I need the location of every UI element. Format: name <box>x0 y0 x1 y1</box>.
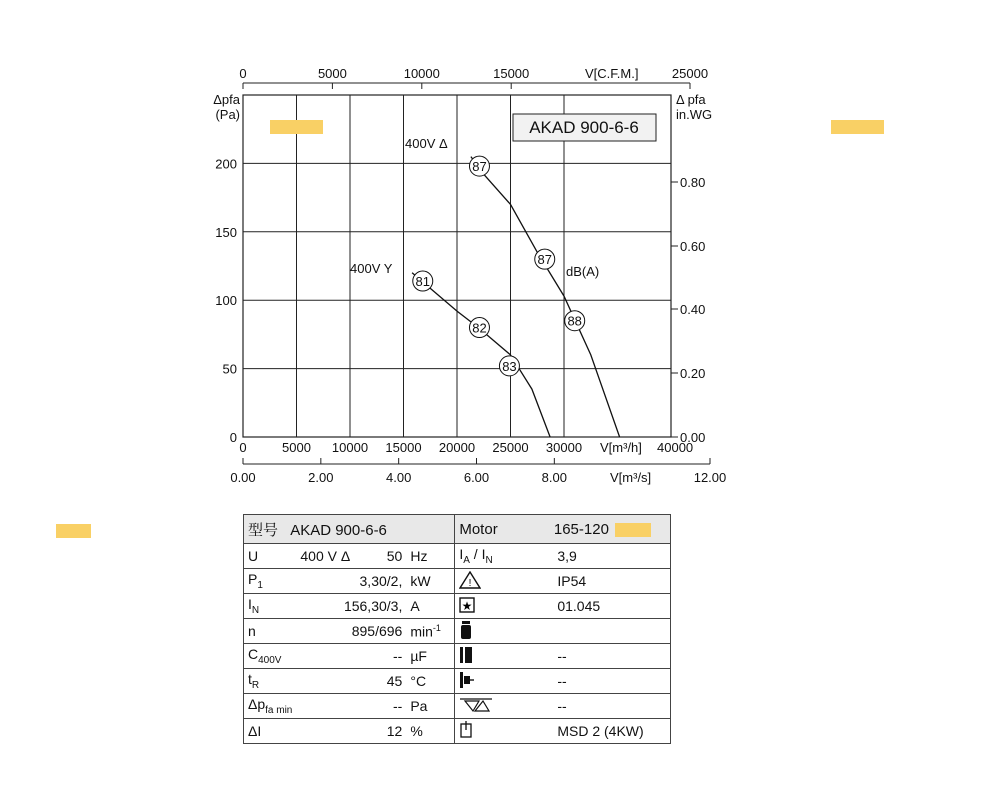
spec-row <box>244 669 671 694</box>
spec-unit: kW <box>410 573 431 589</box>
warning-triangle-icon <box>459 571 481 592</box>
y-right-tick-label: 0.60 <box>680 239 706 254</box>
spec-label-sub: N <box>251 604 260 616</box>
spec-unit: Hz <box>410 548 428 564</box>
motor-label: Motor <box>459 520 498 538</box>
noise-level-label: 88 <box>567 313 582 329</box>
spec-body <box>244 544 671 744</box>
y-left-tick-label: 0 <box>229 430 237 445</box>
spec-label: n <box>248 623 256 639</box>
spec-symbol-cell <box>455 569 554 594</box>
spec-value2-cell <box>553 694 670 719</box>
motor-cell <box>455 515 671 544</box>
spec-label: Δp <box>248 696 266 713</box>
spec-label: P <box>248 571 258 588</box>
spec-symbol-cell <box>455 694 554 719</box>
spec-symbol-cell <box>455 644 554 669</box>
spec-value2: -- <box>557 648 567 664</box>
capacitor-icon <box>459 645 473 668</box>
series-line-delta <box>471 157 620 437</box>
chart-series <box>412 156 619 437</box>
spec-value-cell <box>296 669 406 694</box>
spec-label-cell <box>244 619 297 644</box>
model-label: AKAD 900-6-6 <box>529 118 639 137</box>
spec-label-cell <box>244 569 297 594</box>
spec-value-cell <box>296 644 406 669</box>
x-m3h-axis-label: V[m³/h] <box>600 440 642 455</box>
spec-value-cell <box>296 619 406 644</box>
y-left-tick-label: 100 <box>215 293 237 309</box>
spec-symbol-cell <box>455 544 554 569</box>
spec-label-sub: 400V <box>258 654 282 666</box>
spec-symbol-sub: A <box>463 554 470 566</box>
spec-value: 45 <box>386 673 403 689</box>
spec-symbol-cell <box>455 619 554 644</box>
spec-unit-cell <box>406 644 455 669</box>
x-cfm-tick-label: 0 <box>239 66 247 81</box>
motor-value: 165-120 <box>553 520 609 538</box>
noise-level-label: 87 <box>472 159 487 175</box>
spec-value2-cell <box>553 544 670 569</box>
spec-row <box>244 569 671 594</box>
type-label: 型号 <box>248 521 279 539</box>
spec-value2: IP54 <box>557 573 587 589</box>
spec-value: 895/696 <box>351 623 403 639</box>
spec-unit: % <box>410 723 423 739</box>
spec-label-sub: 1 <box>257 579 263 591</box>
spec-value: -- <box>393 698 403 714</box>
spec-value-cell <box>296 694 406 719</box>
x-cfm-axis-label: V[C.F.M.] <box>585 66 639 81</box>
spec-unit: °C <box>410 673 427 689</box>
spec-value-cell <box>296 569 406 594</box>
spec-unit-cell <box>406 544 455 569</box>
star-box-icon <box>459 597 475 616</box>
spec-label-cell <box>244 694 297 719</box>
y-left-tick-label: 200 <box>215 156 237 172</box>
y-left-axis-unit: (Pa) <box>215 107 240 122</box>
highlight-mark <box>615 523 651 537</box>
x-m3h-tick-label: 5000 <box>282 440 311 455</box>
y-left-tick-label: 50 <box>222 361 237 377</box>
y-right-axis-label: Δ pfa <box>676 92 706 107</box>
x-m3s-tick-label: 4.00 <box>386 470 412 485</box>
spec-value2-cell <box>553 569 670 594</box>
thermal-contact-icon <box>459 670 475 693</box>
spec-label-extra: 400 V Δ <box>300 548 351 564</box>
spec-symbol-text: / I <box>469 546 486 563</box>
x-m3s-tick-label: 2.00 <box>308 470 334 485</box>
type-value: AKAD 900-6-6 <box>290 521 387 539</box>
spec-value2: -- <box>557 698 567 714</box>
x-m3s-tick-label: 8.00 <box>541 470 567 485</box>
spec-value-cell <box>296 544 406 569</box>
x-m3s-tick-label: 12.00 <box>693 470 727 485</box>
x-m3s-tick-label: 6.00 <box>463 470 490 485</box>
switch-icon <box>459 721 473 742</box>
spec-row <box>244 594 671 619</box>
highlight-mark <box>56 524 91 538</box>
spec-value2: -- <box>557 673 567 689</box>
spec-row <box>244 694 671 719</box>
series-label-y: 400V Y <box>350 261 393 276</box>
spec-header-row <box>244 515 671 544</box>
spec-symbol-sub: N <box>485 554 493 566</box>
spec-unit-cell <box>406 619 455 644</box>
svg-text:★: ★ <box>461 598 473 613</box>
spec-symbol-cell <box>455 594 554 619</box>
spec-label: C <box>248 646 259 663</box>
x-m3s-tick-label: 0.00 <box>230 470 256 485</box>
x-m3h-tick-label: 15000 <box>385 440 422 455</box>
spec-value: 12 <box>386 723 403 739</box>
x-cfm-tick-label: 5000 <box>317 66 347 81</box>
spec-label-sub: fa min <box>265 704 293 716</box>
spec-unit: Pa <box>410 698 428 714</box>
y-right-tick-label: 0.00 <box>680 430 706 445</box>
noise-level-label: 81 <box>415 274 430 290</box>
spec-row <box>244 619 671 644</box>
spec-symbol-cell <box>455 669 554 694</box>
highlight-mark <box>270 120 323 134</box>
y-left-tick-label: 150 <box>215 224 237 240</box>
y-right-tick-label: 0.80 <box>680 175 706 190</box>
spec-value2-cell <box>553 669 670 694</box>
x-m3h-tick-label: 0 <box>239 440 247 455</box>
x-m3h-end-label: 40000 <box>657 440 694 455</box>
spec-value2: MSD 2 (4KW) <box>557 723 644 739</box>
spec-unit: min <box>410 623 433 640</box>
spec-value: -- <box>393 648 403 664</box>
x-m3h-tick-label: 20000 <box>438 440 476 455</box>
spec-value2-cell <box>553 594 670 619</box>
spec-label-cell <box>244 669 297 694</box>
spec-label: U <box>248 548 259 564</box>
x-cfm-tick-label: 15000 <box>493 66 530 81</box>
noise-level-label: 87 <box>537 252 552 268</box>
spec-row <box>244 544 671 569</box>
highlight-mark <box>831 120 884 134</box>
spec-unit-cell <box>406 719 455 744</box>
spec-value2-cell <box>553 719 670 744</box>
spec-label-sub: R <box>251 679 260 691</box>
spec-label: ΔI <box>248 723 262 739</box>
spec-value2-cell <box>553 644 670 669</box>
spec-value2: 01.045 <box>557 598 601 614</box>
spec-label-cell <box>244 719 297 744</box>
spec-symbol-text: I <box>459 546 464 563</box>
spec-value: 156,30/3, <box>343 598 403 614</box>
chart-grid <box>243 95 671 437</box>
spec-symbol-cell <box>455 719 554 744</box>
spec-value: 50 <box>386 548 403 564</box>
spec-value-cell <box>296 719 406 744</box>
spec-unit-cell <box>406 569 455 594</box>
y-left-axis-label: Δpfa <box>213 92 240 107</box>
series-line-y <box>412 273 550 437</box>
spec-row <box>244 719 671 744</box>
spec-table <box>243 514 671 744</box>
spec-row <box>244 644 671 669</box>
type-cell <box>244 515 455 544</box>
x-m3h-tick-label: 30000 <box>545 440 583 455</box>
spec-label-cell <box>244 544 297 569</box>
x-m3h-tick-label: 25000 <box>492 440 529 455</box>
spec-unit-cell <box>406 694 455 719</box>
x-cfm-end-label: 25000 <box>671 66 709 81</box>
series-label-delta: 400V Δ <box>405 136 448 151</box>
spec-unit-cell <box>406 669 455 694</box>
y-right-axis-unit: in.WG <box>676 107 713 122</box>
units-annotation: dB(A) <box>566 264 600 279</box>
spec-unit-cell <box>406 594 455 619</box>
spec-value2-cell <box>553 619 670 644</box>
x-m3h-tick-label: 10000 <box>331 440 369 455</box>
noise-level-label: 83 <box>502 358 517 374</box>
y-right-tick-label: 0.20 <box>680 366 706 381</box>
x-cfm-tick-label: 10000 <box>403 66 440 81</box>
spec-label-cell <box>244 594 297 619</box>
spec-unit: A <box>410 598 420 614</box>
y-right-tick-label: 0.40 <box>680 302 706 317</box>
spec-unit: µF <box>410 648 427 664</box>
noise-level-label: 82 <box>472 320 487 336</box>
spec-value2: 3,9 <box>557 548 577 564</box>
spec-label: t <box>248 671 252 688</box>
spec-unit-sup: -1 <box>432 622 441 633</box>
x-m3s-axis-label: V[m³/s] <box>610 470 652 485</box>
spec-label-cell <box>244 644 297 669</box>
svg-text:!: ! <box>468 577 472 589</box>
spec-label: I <box>248 596 252 613</box>
spec-value-cell <box>296 594 406 619</box>
motor-winding-icon <box>459 620 473 643</box>
speed-control-icon <box>459 697 493 716</box>
spec-value: 3,30/2, <box>359 573 403 589</box>
